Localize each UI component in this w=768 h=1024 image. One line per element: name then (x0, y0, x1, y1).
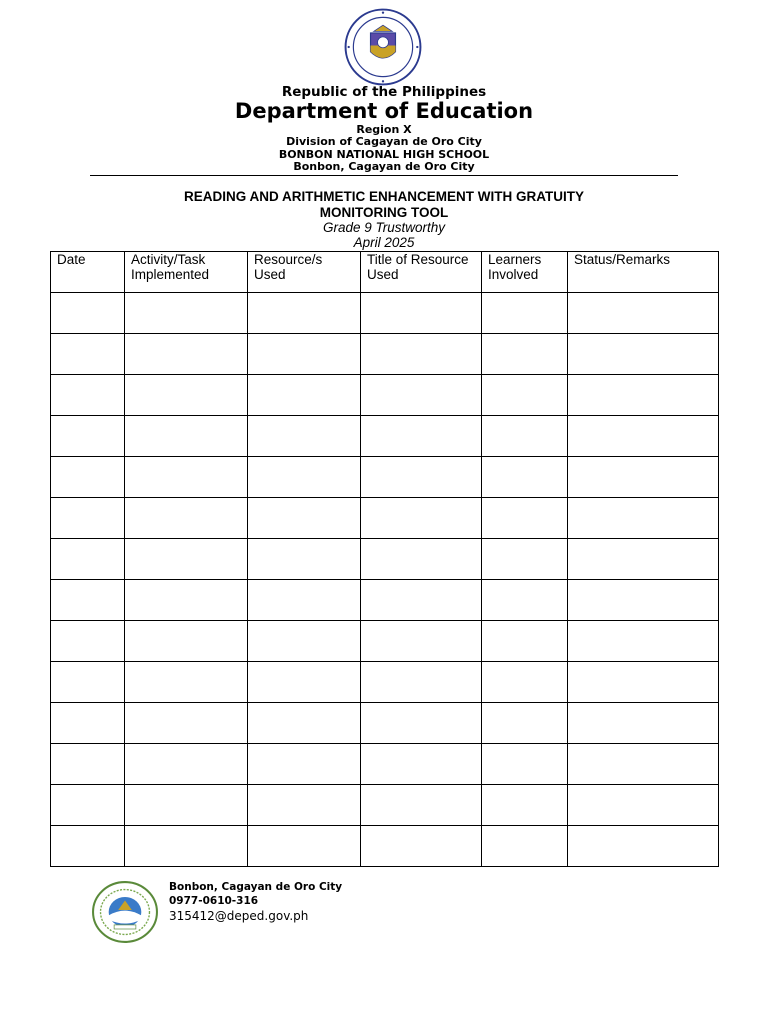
deped-seal-logo (344, 8, 422, 86)
table-cell[interactable] (361, 703, 482, 744)
header-republic: Republic of the Philippines (281, 84, 487, 100)
table-cell[interactable] (51, 662, 125, 703)
column-header-status: Status/Remarks (568, 252, 719, 293)
table-cell[interactable] (361, 416, 482, 457)
table-cell[interactable] (361, 744, 482, 785)
table-cell[interactable] (568, 334, 719, 375)
table-cell[interactable] (125, 498, 248, 539)
table-cell[interactable] (482, 375, 568, 416)
header-address: Bonbon, Cagayan de Oro City (293, 160, 475, 173)
table-cell[interactable] (482, 293, 568, 334)
form-grade: Grade 9 Trustworthy (322, 220, 446, 235)
table-cell[interactable] (568, 826, 719, 867)
table-cell[interactable] (248, 785, 361, 826)
table-cell[interactable] (248, 416, 361, 457)
table-cell[interactable] (248, 580, 361, 621)
form-title-line2: MONITORING TOOL (319, 205, 449, 220)
table-cell[interactable] (125, 785, 248, 826)
table-cell[interactable] (482, 621, 568, 662)
table-cell[interactable] (125, 375, 248, 416)
table-row (51, 293, 719, 334)
column-header-activity: Activity/Task Implemented (125, 252, 248, 293)
table-cell[interactable] (125, 826, 248, 867)
table-cell[interactable] (248, 539, 361, 580)
table-row (51, 580, 719, 621)
table-row (51, 498, 719, 539)
table-cell[interactable] (51, 785, 125, 826)
table-cell[interactable] (125, 580, 248, 621)
table-cell[interactable] (482, 826, 568, 867)
table-row (51, 375, 719, 416)
table-cell[interactable] (568, 580, 719, 621)
table-cell[interactable] (51, 293, 125, 334)
table-cell[interactable] (248, 375, 361, 416)
table-cell[interactable] (125, 703, 248, 744)
table-cell[interactable] (125, 539, 248, 580)
table-cell[interactable] (248, 826, 361, 867)
table-cell[interactable] (568, 539, 719, 580)
table-cell[interactable] (51, 621, 125, 662)
table-row (51, 744, 719, 785)
form-period: April 2025 (353, 235, 415, 250)
header-school: BONBON NATIONAL HIGH SCHOOL (278, 148, 490, 161)
table-cell[interactable] (248, 703, 361, 744)
table-row (51, 662, 719, 703)
table-cell[interactable] (568, 621, 719, 662)
table-cell[interactable] (248, 662, 361, 703)
column-header-date: Date (51, 252, 125, 293)
table-cell[interactable] (568, 744, 719, 785)
table-cell[interactable] (482, 334, 568, 375)
table-cell[interactable] (482, 416, 568, 457)
table-cell[interactable] (568, 375, 719, 416)
table-cell[interactable] (482, 785, 568, 826)
form-title-line1: READING AND ARITHMETIC ENHANCEMENT WITH GRATUITY (184, 189, 584, 204)
table-cell[interactable] (51, 580, 125, 621)
table-cell[interactable] (568, 293, 719, 334)
table-cell[interactable] (361, 826, 482, 867)
table-cell[interactable] (51, 375, 125, 416)
table-header-row (51, 252, 719, 293)
table-row (51, 334, 719, 375)
header-division: Division of Cagayan de Oro City (286, 135, 482, 148)
table-cell[interactable] (51, 334, 125, 375)
table-cell[interactable] (125, 662, 248, 703)
header-department: Department of Education (234, 99, 534, 123)
table-cell[interactable] (361, 334, 482, 375)
table-cell[interactable] (482, 662, 568, 703)
footer-email[interactable]: 315412@deped.gov.ph (169, 909, 309, 923)
monitoring-table (50, 251, 719, 867)
table-cell[interactable] (125, 744, 248, 785)
table-cell[interactable] (361, 580, 482, 621)
table-cell[interactable] (125, 334, 248, 375)
footer-phone: 0977-0610-316 (169, 895, 259, 907)
table-cell[interactable] (568, 498, 719, 539)
table-cell[interactable] (51, 744, 125, 785)
table-cell[interactable] (248, 334, 361, 375)
column-header-resources: Resource/s Used (248, 252, 361, 293)
table-cell[interactable] (482, 744, 568, 785)
table-cell[interactable] (361, 498, 482, 539)
table-cell[interactable] (361, 621, 482, 662)
table-row (51, 416, 719, 457)
table-cell[interactable] (361, 293, 482, 334)
table-row (51, 621, 719, 662)
table-cell[interactable] (51, 703, 125, 744)
table-cell[interactable] (51, 539, 125, 580)
table-cell[interactable] (482, 703, 568, 744)
table-cell[interactable] (125, 293, 248, 334)
header-divider (90, 175, 678, 176)
table-cell[interactable] (568, 457, 719, 498)
table-cell[interactable] (568, 662, 719, 703)
table-cell[interactable] (51, 498, 125, 539)
table-cell[interactable] (51, 826, 125, 867)
table-cell[interactable] (568, 785, 719, 826)
header-region: Region X (356, 123, 412, 136)
column-header-title: Title of Resource Used (361, 252, 482, 293)
table-row (51, 457, 719, 498)
table-cell[interactable] (248, 621, 361, 662)
table-cell[interactable] (568, 703, 719, 744)
table-cell[interactable] (248, 457, 361, 498)
table-cell[interactable] (361, 785, 482, 826)
column-header-learners: Learners Involved (482, 252, 568, 293)
table-row (51, 785, 719, 826)
table-cell[interactable] (361, 375, 482, 416)
table-cell[interactable] (248, 498, 361, 539)
table-cell[interactable] (482, 539, 568, 580)
table-cell[interactable] (361, 662, 482, 703)
table-cell[interactable] (482, 498, 568, 539)
table-row (51, 826, 719, 867)
table-cell[interactable] (51, 457, 125, 498)
table-cell[interactable] (361, 539, 482, 580)
table-cell[interactable] (568, 416, 719, 457)
table-cell[interactable] (248, 293, 361, 334)
school-logo (91, 880, 159, 944)
table-cell[interactable] (482, 457, 568, 498)
table-cell[interactable] (125, 416, 248, 457)
table-cell[interactable] (361, 457, 482, 498)
table-cell[interactable] (248, 744, 361, 785)
table-cell[interactable] (51, 416, 125, 457)
table-row (51, 703, 719, 744)
table-cell[interactable] (482, 580, 568, 621)
table-cell[interactable] (125, 457, 248, 498)
table-row (51, 539, 719, 580)
footer-address: Bonbon, Cagayan de Oro City (169, 881, 343, 893)
table-cell[interactable] (125, 621, 248, 662)
